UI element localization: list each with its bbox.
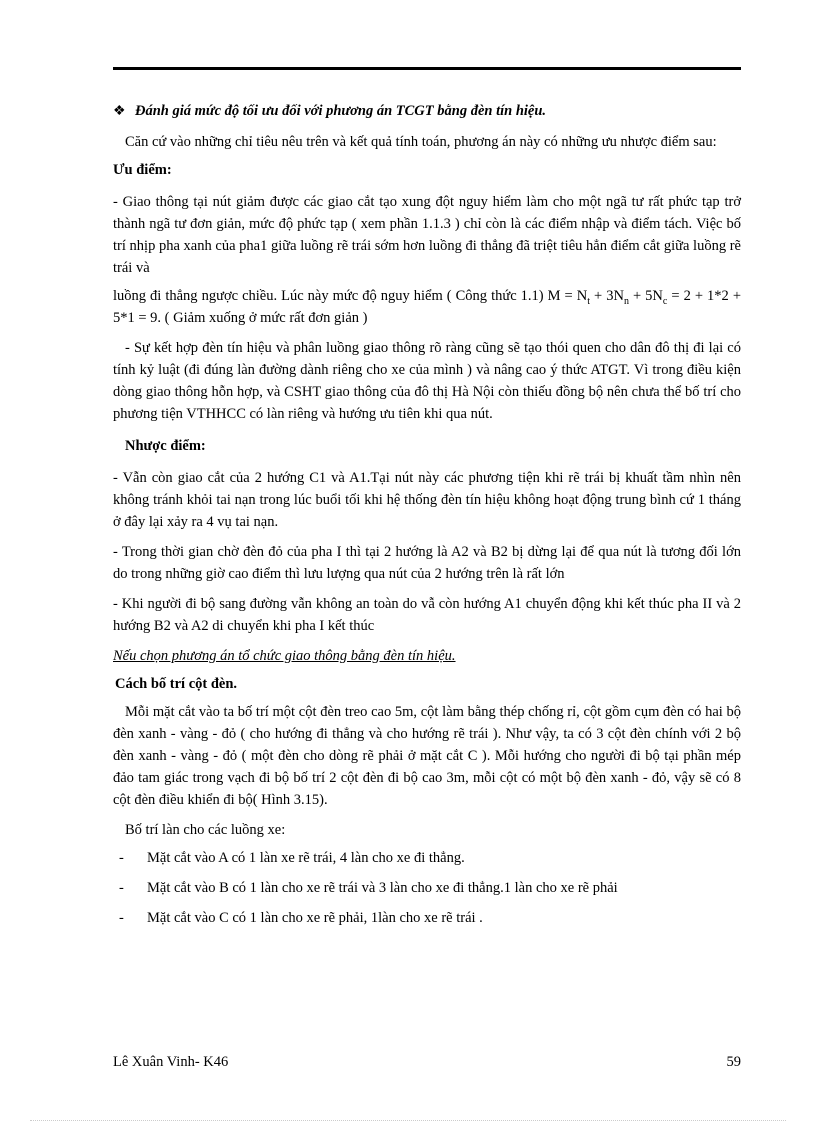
list-item: - Mặt cắt vào C có 1 làn cho xe rẽ phải, 1làn cho xe rẽ trái . [119,910,483,926]
header-rule [113,67,741,70]
advantage-2: - Sự kết hợp đèn tín hiệu và phân luồng giao thông rõ ràng cũng sẽ tạo thói quen cho dân đô thị đi lại có tính kỷ luật (đi đúng làn đường dành riêng cho xe của mình ) và nâng cao ý thức ATGT. Vì trong điều kiện dòng giao thông hỗn hợp, và CSHT giao thông của đô thị Hà Nội còn thiếu đồng bộ nên chưa thể bố trí cho phương tiện VTHHCC có làn riêng và hướng ưu tiên khi qua nút. [113,340,741,422]
disadvantage-1: - Vẫn còn giao cắt của 2 hướng C1 và A1.Tại nút này các phương tiện khi rẽ trái bị khuất tầm nhìn nên không tránh khỏi tai nạn trong lúc buổi tối khi hệ thống đèn tín hiệu không hoạt động trung bình cứ 1 tháng ở đây lại xảy ra 4 vụ tai nạn. [113,470,741,530]
list-item: - Mặt cắt vào A có 1 làn xe rẽ trái, 4 làn cho xe đi thẳng. [119,850,465,866]
diamond-bullet-icon: ❖ [113,104,126,119]
lanes-intro: Bố trí làn cho các luồng xe: [125,822,286,838]
page-footer [113,1054,741,1071]
intro-paragraph: Căn cứ vào những chỉ tiêu nêu trên và kết quả tính toán, phương án này có những ưu nhược điểm sau: [125,134,717,150]
footer-author: Lê Xuân Vinh- K46 [113,1054,229,1070]
heading-text: Đánh giá mức độ tối ưu đối với phương án TCGT bằng đèn tín hiệu. [135,103,547,119]
advantages-title: Ưu điểm: [113,162,172,178]
lights-title: Cách bố trí cột đèn. [115,676,238,692]
advantage-1a: - Giao thông tại nút giảm được các giao cắt tạo xung đột nguy hiểm làm cho một ngã tư rất phức tạp trở thành ngã tư đơn giản, mức độ phức tạp ( xem phần 1.1.3 ) chỉ còn là các điểm nhập và điểm tách. Việc bố trí nhịp pha xanh của pha1 giữa luồng rẽ trái sớm hơn luồng đi thẳng đã triệt tiêu hẳn điểm cắt giữa luồng rẽ trái và [113,194,741,276]
list-item: - Mặt cắt vào B có 1 làn cho xe rẽ trái và 3 làn cho xe đi thẳng.1 làn cho xe rẽ phải [119,880,618,896]
section-heading [113,100,741,123]
lights-paragraph: Mỗi mặt cắt vào ta bố trí một cột đèn treo cao 5m, cột làm bằng thép chống rỉ, cột gồm cụm đèn có hai bộ đèn xanh - vàng - đỏ ( cho hướng đi thẳng và cho hướng rẽ trái ). Như vậy, ta có 3 cột đèn chính với 2 bộ đèn xanh - vàng - đỏ ( một đèn cho dòng rẽ phải ở mặt cắt C ). Mỗi hướng cho người đi bộ tại phần mép đảo tam giác trong vạch đi bộ bố trí 2 cột đèn đi bộ cao 3m, mỗi cột có một bộ đèn xanh - đỏ, vậy sẽ có 8 cột đèn điều khiển đi bộ( Hình 3.15). [113,704,741,808]
disadvantages-title: Nhược điểm: [125,438,206,454]
disadvantage-3: - Khi người đi bộ sang đường vẫn không an toàn do vẫ còn hướng A1 chuyển động khi kết thúc pha II và 2 hướng B2 và A2 di chuyển khi pha I kết thúc [113,596,741,634]
disadvantage-2: - Trong thời gian chờ đèn đỏ của pha I thì tại 2 hướng là A2 và B2 bị dừng lại để qua nút là tương đối lớn do trong những giờ cao điểm thì lưu lượng qua nút của 2 hướng trên là rất lớn [113,544,741,582]
page-body [113,100,741,937]
page-number: 59 [726,1054,741,1070]
bottom-divider [30,1120,786,1121]
advantage-1b: luồng đi thẳng ngược chiều. Lúc này mức độ nguy hiểm ( Công thức 1.1) $M = N_t + 3N_n + 5N_c = 2 + 1*2 + 5*1 = 9$. ( Giảm xuống ở mức rất đơn giản ) [113,288,742,326]
choice-line: Nếu chọn phương án tổ chức giao thông bằng đèn tín hiệu. [113,648,456,664]
